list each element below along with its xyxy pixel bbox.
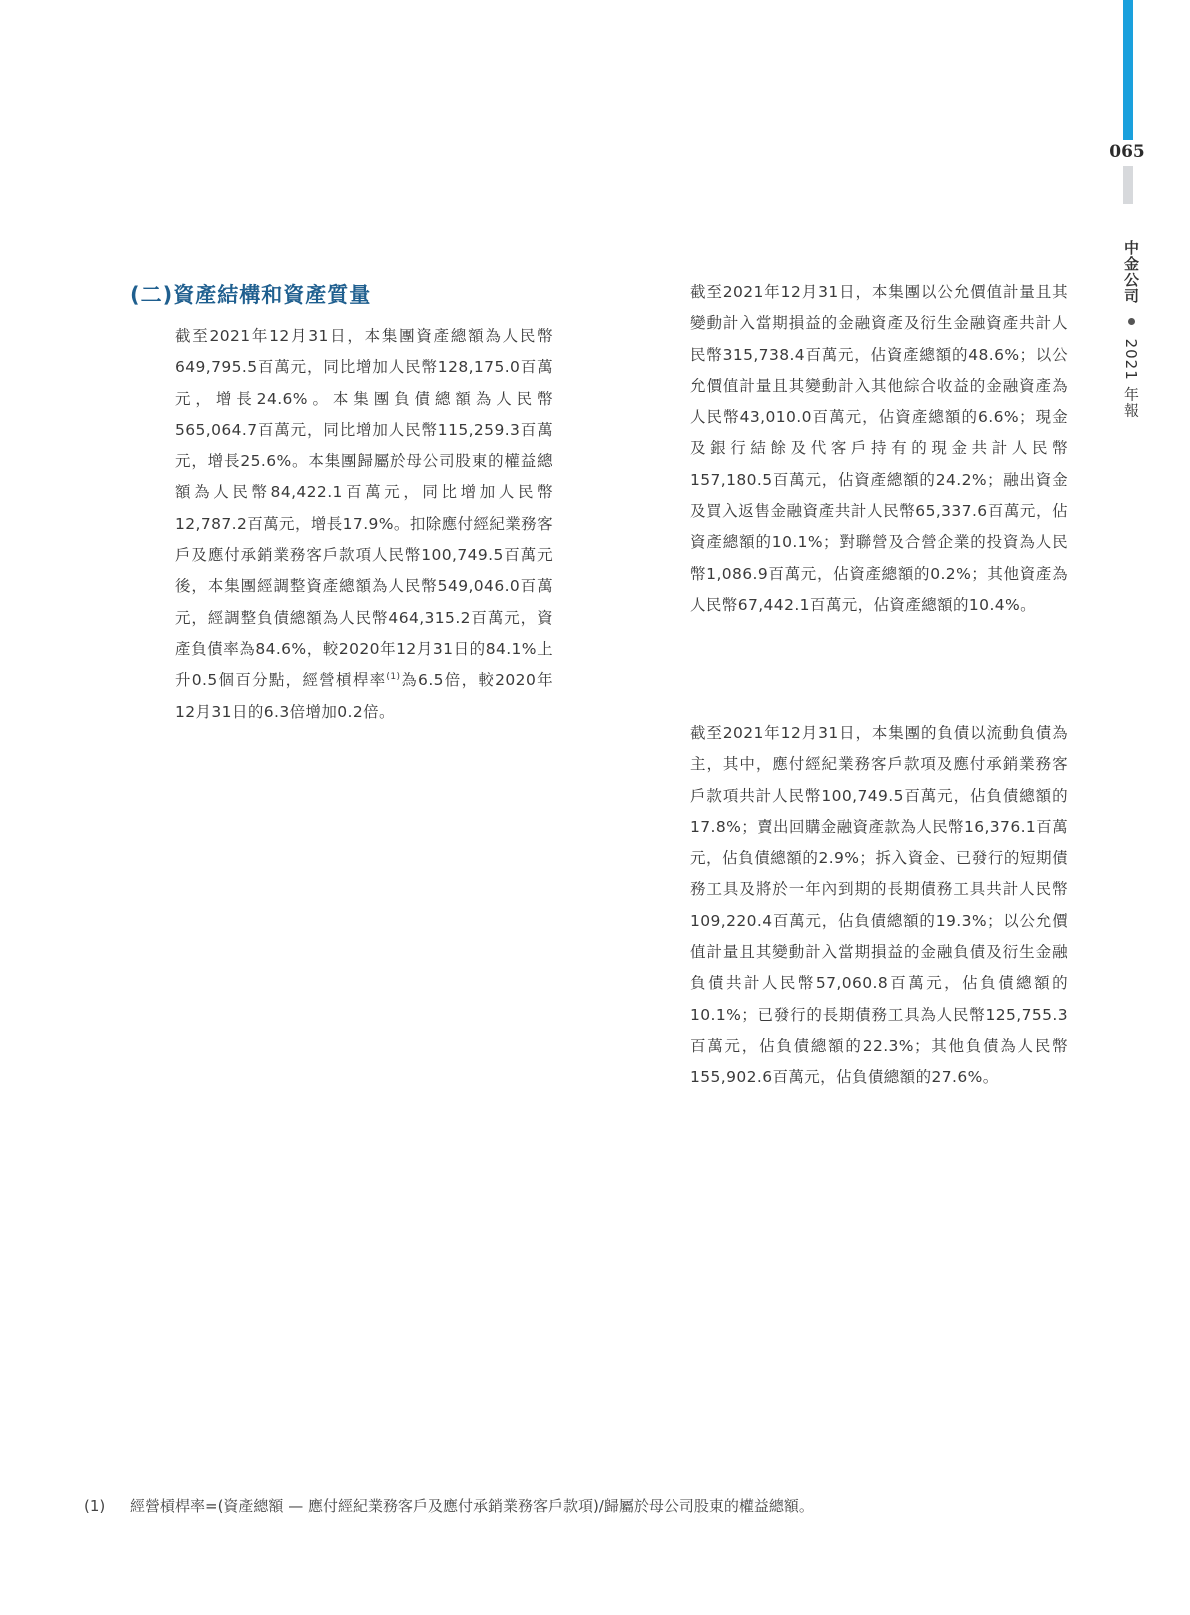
section-heading: (二)資產結構和資產質量 [130,283,372,307]
footnote-reference[interactable]: (1) [386,672,401,683]
side-accent-bar [1123,0,1133,140]
running-header [1112,240,1142,419]
page-number: 065 [1109,142,1145,162]
report-title: 2021 年報 [1122,338,1140,419]
paragraph-text: 截至2021年12月31日，本集團資產總額為人民幣649,795.5百萬元，同比增加人民幣128,175.0百萬元，增長24.6%。本集團負債總額為人民幣565,064.7百萬元，同比增加人民幣115,259.3百萬元，增長25.6%。本集團歸屬於母公司股東的權益總額為人民幣84,422.1百萬元，同比增加人民幣12,787.2百萬元，增長17.9%。扣除應付經紀業務客戶及應付承銷業務客戶款項人民幣100,749.5百萬元後，本集團經調整資產總額為人民幣549,046.0百萬元，經調整負債總額為人民幣464,315.2百萬元，資產負債率為84.6%，較2020年12月31日的84.1%上升0.5個百分點，經營槓桿率 [175,327,553,690]
paragraph-text: 為6.5倍，較2020年12月31日的6.3倍增加0.2倍。 [175,671,553,721]
company-name: 中金公司 [1122,240,1140,304]
footnote-text: 經營槓桿率=(資產總額 — 應付經紀業務客戶及應付承銷業務客戶款項)/歸屬於母公司股東的權益總額。 [130,1497,814,1515]
paragraph-liability-composition: 截至2021年12月31日，本集團的負債以流動負債為主，其中，應付經紀業務客戶款項及應付承銷業務客戶款項共計人民幣100,749.5百萬元，佔負債總額的17.8%；賣出回購金融資產款為人民幣16,376.1百萬元，佔負債總額的2.9%；拆入資金、已發行的短期債務工具及將於一年內到期的長期債務工具共計人民幣109,220.4百萬元，佔負債總額的19.3%；以公允價值計量且其變動計入當期損益的金融負債及衍生金融負債共計人民幣57,060.8百萬元，佔負債總額的10.1%；已發行的長期債務工具為人民幣125,755.3百萬元，佔負債總額的22.3%；其他負債為人民幣155,902.6百萬元，佔負債總額的27.6%。 [690,724,1068,1087]
footnote [84,1495,1104,1516]
paragraph-asset-overview [175,321,553,728]
paragraph-asset-composition: 截至2021年12月31日，本集團以公允價值計量且其變動計入當期損益的金融資產及衍生金融資產共計人民幣315,738.4百萬元，佔資產總額的48.6%；以公允價值計量且其變動計入其他綜合收益的金融資產為人民幣43,010.0百萬元，佔資產總額的6.6%；現金及銀行結餘及代客戶持有的現金共計人民幣157,180.5百萬元，佔資產總額的24.2%；融出資金及買入返售金融資產共計人民幣65,337.6百萬元，佔資產總額的10.1%；對聯營及合營企業的投資為人民幣1,086.9百萬元，佔資產總額的0.2%；其他資產為人民幣67,442.1百萬元，佔資產總額的10.4%。 [690,283,1068,614]
bullet-dot-icon [1128,318,1135,325]
side-divider-bar [1123,166,1133,204]
footnote-marker: (1) [84,1497,106,1515]
